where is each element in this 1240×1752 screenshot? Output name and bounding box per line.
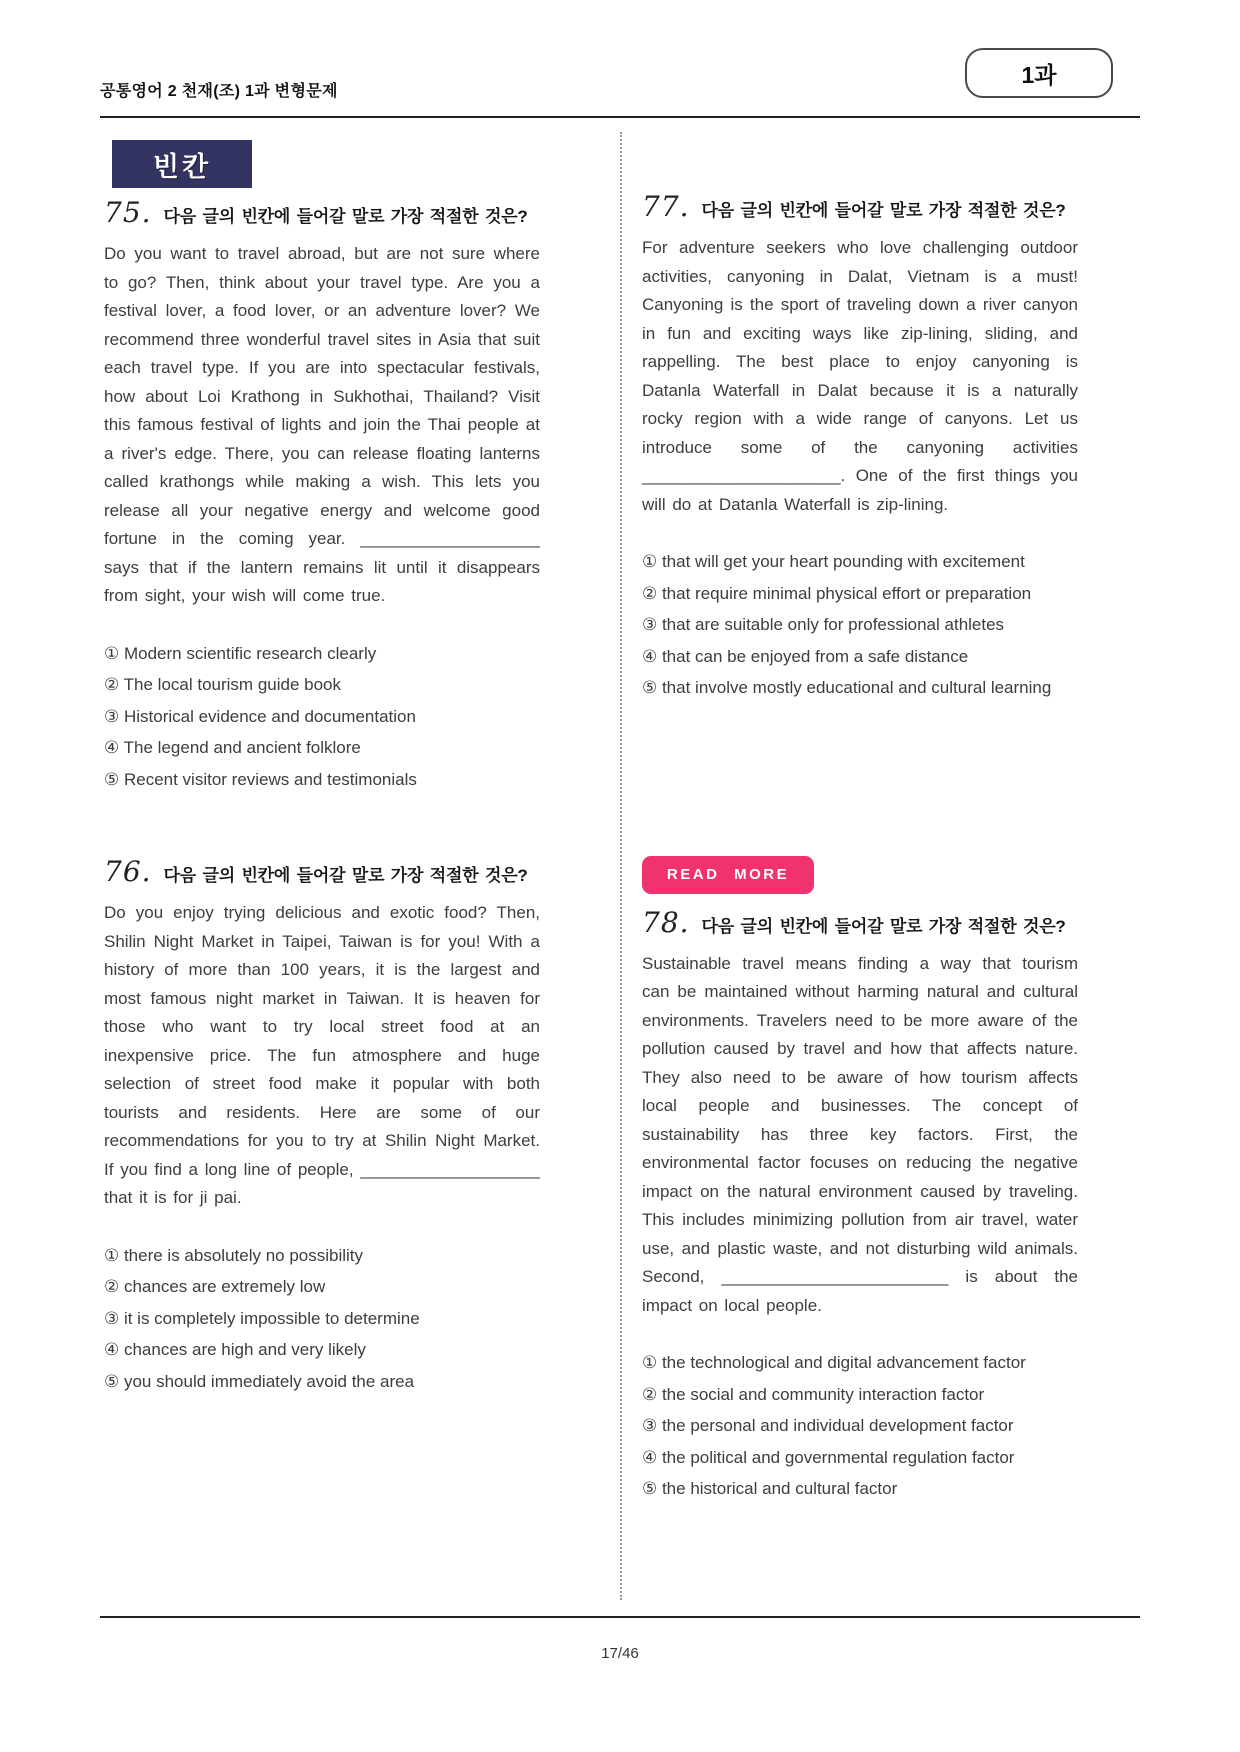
question-77-header bbox=[642, 190, 1078, 223]
question-prompt: 다음 글의 빈칸에 들어갈 말로 가장 적절한 것은? bbox=[701, 201, 1066, 220]
document-title: 공통영어 2 천재(조) 1과 변형문제 bbox=[100, 83, 338, 100]
answer-option-4: ④ chances are high and very likely bbox=[104, 1340, 366, 1359]
answer-options bbox=[104, 638, 540, 796]
answer-option-2: ② chances are extremely low bbox=[104, 1277, 326, 1296]
question-number: 76. bbox=[104, 855, 152, 888]
answer-option-1: ① there is absolutely no possibility bbox=[104, 1245, 364, 1265]
question-passage: For adventure seekers who love challenging outdoor activities, canyoning in Dalat, Vietnam is a must! Canyoning is the sport of traveling down a river canyon in fun and exciting ways like zip-lining, sliding, and rappelling. The best place to enjoy canyoning is Datanla Waterfall in Dalat because it is a naturally rocky region with a wide range of canyons. Let us introduce some of the canyoning activities _____________________. One of the first things you will do at Datanla Waterfall is zip-lining. bbox=[642, 238, 1078, 514]
question-prompt: 다음 글의 빈칸에 들어갈 말로 가장 적절한 것은? bbox=[701, 916, 1066, 936]
answer-option-4: ④ The legend and ancient folklore bbox=[104, 738, 361, 757]
unit-badge: 1과 bbox=[965, 48, 1113, 98]
question-prompt: 다음 글의 빈칸에 들어갈 말로 가장 적절한 것은? bbox=[163, 207, 528, 226]
answer-option-2: ② the social and community interaction factor bbox=[642, 1384, 985, 1404]
question-76-header bbox=[104, 855, 540, 888]
question-number: 77. bbox=[642, 190, 690, 223]
page-number: 17/46 bbox=[601, 1645, 639, 1662]
footer-divider bbox=[100, 1616, 1140, 1618]
right-column bbox=[642, 190, 1078, 1505]
answer-option-1: ① Modern scientific research clearly bbox=[104, 643, 377, 663]
answer-options bbox=[642, 546, 1078, 704]
answer-option-5: ⑤ that involve mostly educational and cultural learning bbox=[642, 678, 1052, 697]
question-number: 75. bbox=[104, 196, 152, 229]
section-badge: 빈칸 bbox=[112, 140, 252, 188]
answer-option-5: ⑤ the historical and cultural factor bbox=[642, 1479, 898, 1498]
answer-option-1: ① that will get your heart pounding with excitement bbox=[642, 552, 1025, 571]
answer-option-3: ③ it is completely impossible to determine bbox=[104, 1308, 420, 1328]
question-77 bbox=[642, 190, 1078, 704]
answer-option-5: ⑤ Recent visitor reviews and testimonials bbox=[104, 769, 417, 789]
question-76 bbox=[104, 855, 540, 1397]
read-more-button[interactable]: READ MORE bbox=[642, 856, 814, 894]
answer-option-3: ③ Historical evidence and documentation bbox=[104, 706, 416, 726]
answer-option-2: ② that require minimal physical effort or preparation bbox=[642, 583, 1032, 603]
answer-option-3: ③ that are suitable only for professional athletes bbox=[642, 615, 1005, 634]
answer-option-2: ② The local tourism guide book bbox=[104, 675, 341, 694]
question-75 bbox=[104, 196, 540, 795]
answer-option-5: ⑤ you should immediately avoid the area bbox=[104, 1371, 415, 1391]
left-column bbox=[104, 196, 540, 1397]
header-divider bbox=[100, 116, 1140, 118]
answer-options bbox=[642, 1347, 1078, 1505]
question-passage: Sustainable travel means finding a way that tourism can be maintained without harming natural and cultural environments. Travelers need to be more aware of the pollution caused by travel and how that affects nature. They also need to be aware of how tourism affects local people and businesses. The concept of sustainability has three key factors. First, the environmental factor focuses on reducing the negative impact on the natural environment caused by traveling. This includes minimizing pollution from air travel, water use, and plastic waste, and not disturbing wild animals. Second, ________________________ is about the impact on local people. bbox=[642, 953, 1078, 1315]
column-divider bbox=[620, 132, 622, 1600]
question-number: 78. bbox=[642, 905, 690, 939]
answer-option-4: ④ that can be enjoyed from a safe distance bbox=[642, 646, 969, 666]
question-78-header bbox=[642, 906, 1078, 939]
question-75-header bbox=[104, 196, 540, 229]
answer-options bbox=[104, 1240, 540, 1398]
question-passage: Do you want to travel abroad, but are not sure where to go? Then, think about your travel type. Are you a festival lover, a food lover, or an adventure lover? We recommend three wonderful travel sites in Asia that suit each travel type. If you are into spectacular festivals, how about Loi Krathong in Sukhothai, Thailand? Visit this famous festival of lights and join the Thai people at a river's edge. There, you can release floating lanterns called krathongs while making a wish. This lets you release all your negative energy and welcome good fortune in the coming year. ___________________ says that if the lantern remains lit until it disappears from sight, your wish will come true. bbox=[104, 244, 540, 605]
question-prompt: 다음 글의 빈칸에 들어갈 말로 가장 적절한 것은? bbox=[163, 866, 528, 885]
answer-option-3: ③ the personal and individual development factor bbox=[642, 1416, 1014, 1435]
answer-option-4: ④ the political and governmental regulation factor bbox=[642, 1447, 1015, 1467]
question-78 bbox=[642, 906, 1078, 1505]
answer-option-1: ① the technological and digital advancement factor bbox=[642, 1353, 1026, 1372]
question-passage: Do you enjoy trying delicious and exotic food? Then, Shilin Night Market in Taipei, Taiwan is for you! With a history of more than 100 years, it is the largest and most famous night market in Taiwan. It is heaven for those who want to try local street food at an inexpensive price. The fun atmosphere and huge selection of street food make it popular with both tourists and residents. Here are some of our recommendations for you to try at Shilin Night Market. If you find a long line of people, ___________________ that it is for ji pai. bbox=[104, 903, 540, 1207]
